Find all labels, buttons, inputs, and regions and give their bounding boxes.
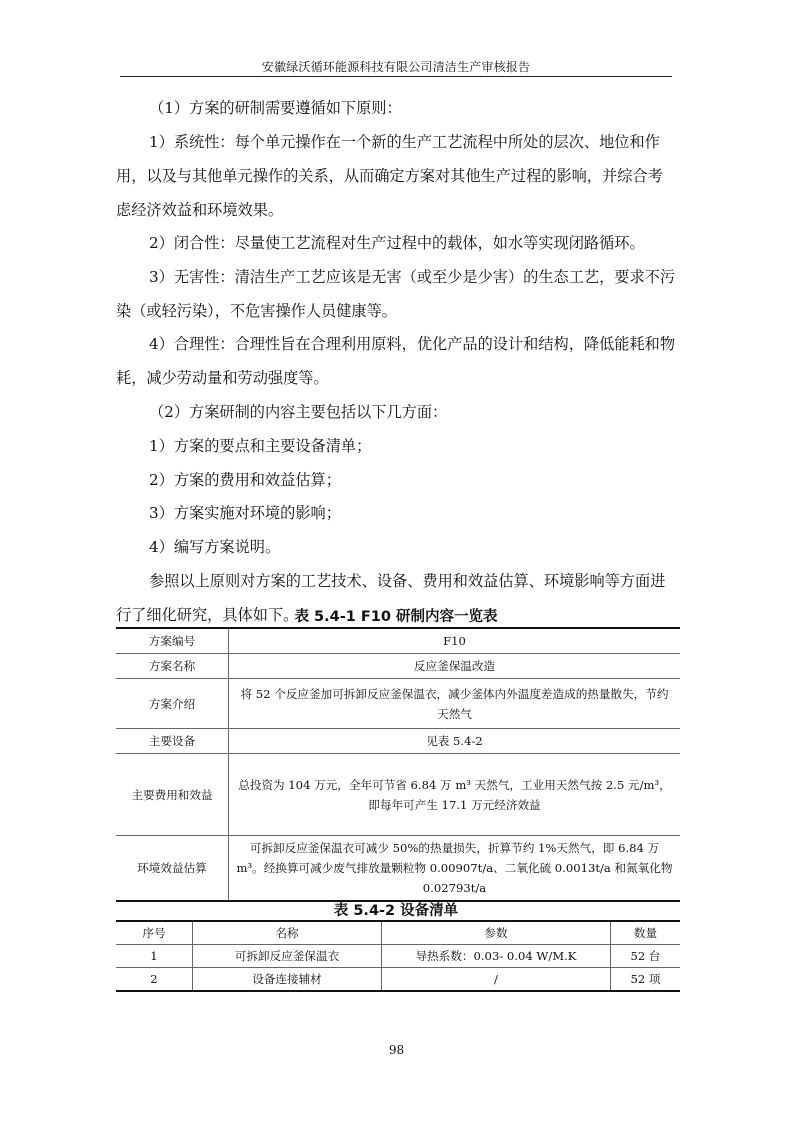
cell-name: 可拆卸反应釜保温衣	[193, 945, 382, 968]
table-row	[116, 628, 680, 654]
header-divider	[120, 76, 672, 77]
header-cell: 参数	[382, 921, 611, 945]
cell-name: 设备连接辅材	[193, 968, 382, 992]
paragraph-item-3: 3）方案实施对环境的影响；	[149, 504, 341, 522]
table-header-row	[116, 921, 680, 945]
paragraph-item-1: 1）方案的要点和主要设备清单；	[149, 437, 372, 455]
table-row	[116, 654, 680, 679]
row-value: 将 52 个反应釜加可拆卸反应釜保温衣，减少釜体内外温度差造成的热量散失，节约天然气	[229, 679, 681, 729]
header-cell: 数量	[611, 921, 681, 945]
header-cell: 名称	[193, 921, 382, 945]
row-label: 方案介绍	[116, 679, 229, 729]
table-row	[116, 679, 680, 729]
table-row	[116, 945, 680, 968]
document-header: 安徽绿沃循环能源科技有限公司清洁生产审核报告	[261, 60, 531, 74]
research-content-table	[116, 627, 680, 902]
paragraph-item-4: 4）编写方案说明。	[149, 538, 281, 556]
paragraph-content-intro: （2）方案研制的内容主要包括以下几方面：	[149, 403, 448, 421]
row-value: 反应釜保温改造	[229, 654, 681, 679]
row-label: 主要费用和效益	[116, 754, 229, 836]
cell-quantity: 52 台	[611, 945, 681, 968]
table-row	[116, 754, 680, 836]
paragraph-conclusion: 参照以上原则对方案的工艺技术、设备、费用和效益估算、环境影响等方面进行了细化研究，具体如下。	[116, 572, 666, 624]
cell-index: 2	[116, 968, 193, 992]
table-row	[116, 968, 680, 992]
cell-param: /	[382, 968, 611, 992]
table-row	[116, 836, 680, 902]
row-label: 环境效益估算	[116, 836, 229, 902]
paragraph-closure: 2）闭合性：尽量使工艺流程对生产过程中的载体，如水等实现闭路循环。	[149, 234, 645, 252]
equipment-list-table	[116, 920, 680, 992]
row-label: 主要设备	[116, 729, 229, 754]
row-label: 方案编号	[116, 628, 229, 654]
row-value: 见表 5.4-2	[229, 729, 681, 754]
table1-caption: 表 5.4-1 F10 研制内容一览表	[294, 609, 498, 625]
row-value: F10	[229, 628, 681, 654]
cell-param: 导热系数：0.03- 0.04 W/M.K	[382, 945, 611, 968]
row-value: 可拆卸反应釜保温衣可减少 50%的热量损失，折算节约 1%天然气，即 6.84 万 m³。经换算可减少废气排放量颗粒物 0.00907t/a、二氧化硫 0.0013t/a 和氮氧化物 0.02793t/a	[229, 836, 681, 902]
paragraph-principles-intro: （1）方案的研制需要遵循如下原则：	[149, 99, 402, 117]
page-number: 98	[388, 1043, 405, 1057]
table-row	[116, 729, 680, 754]
paragraph-rationality: 4）合理性：合理性旨在合理利用原料，优化产品的设计和结构，降低能耗和物耗，减少劳动量和劳动强度等。	[116, 335, 676, 387]
cell-index: 1	[116, 945, 193, 968]
cell-quantity: 52 项	[611, 968, 681, 992]
table2-caption: 表 5.4-2 设备清单	[333, 903, 459, 919]
paragraph-harmless: 3）无害性：清洁生产工艺应该是无害（或至少是少害）的生态工艺，要求不污染（或轻污染），不危害操作人员健康等。	[116, 268, 676, 320]
paragraph-item-2: 2）方案的费用和效益估算；	[149, 471, 341, 489]
row-value: 总投资为 104 万元，全年可节省 6.84 万 m³ 天然气，工业用天然气按 2.5 元/m³，即每年可产生 17.1 万元经济效益	[229, 754, 681, 836]
paragraph-systematic: 1）系统性：每个单元操作在一个新的生产工艺流程中所处的层次、地位和作用，以及与其他单元操作的关系，从而确定方案对其他生产过程的影响，并综合考虑经济效益和环境效果。	[116, 133, 663, 219]
row-label: 方案名称	[116, 654, 229, 679]
header-cell: 序号	[116, 921, 193, 945]
